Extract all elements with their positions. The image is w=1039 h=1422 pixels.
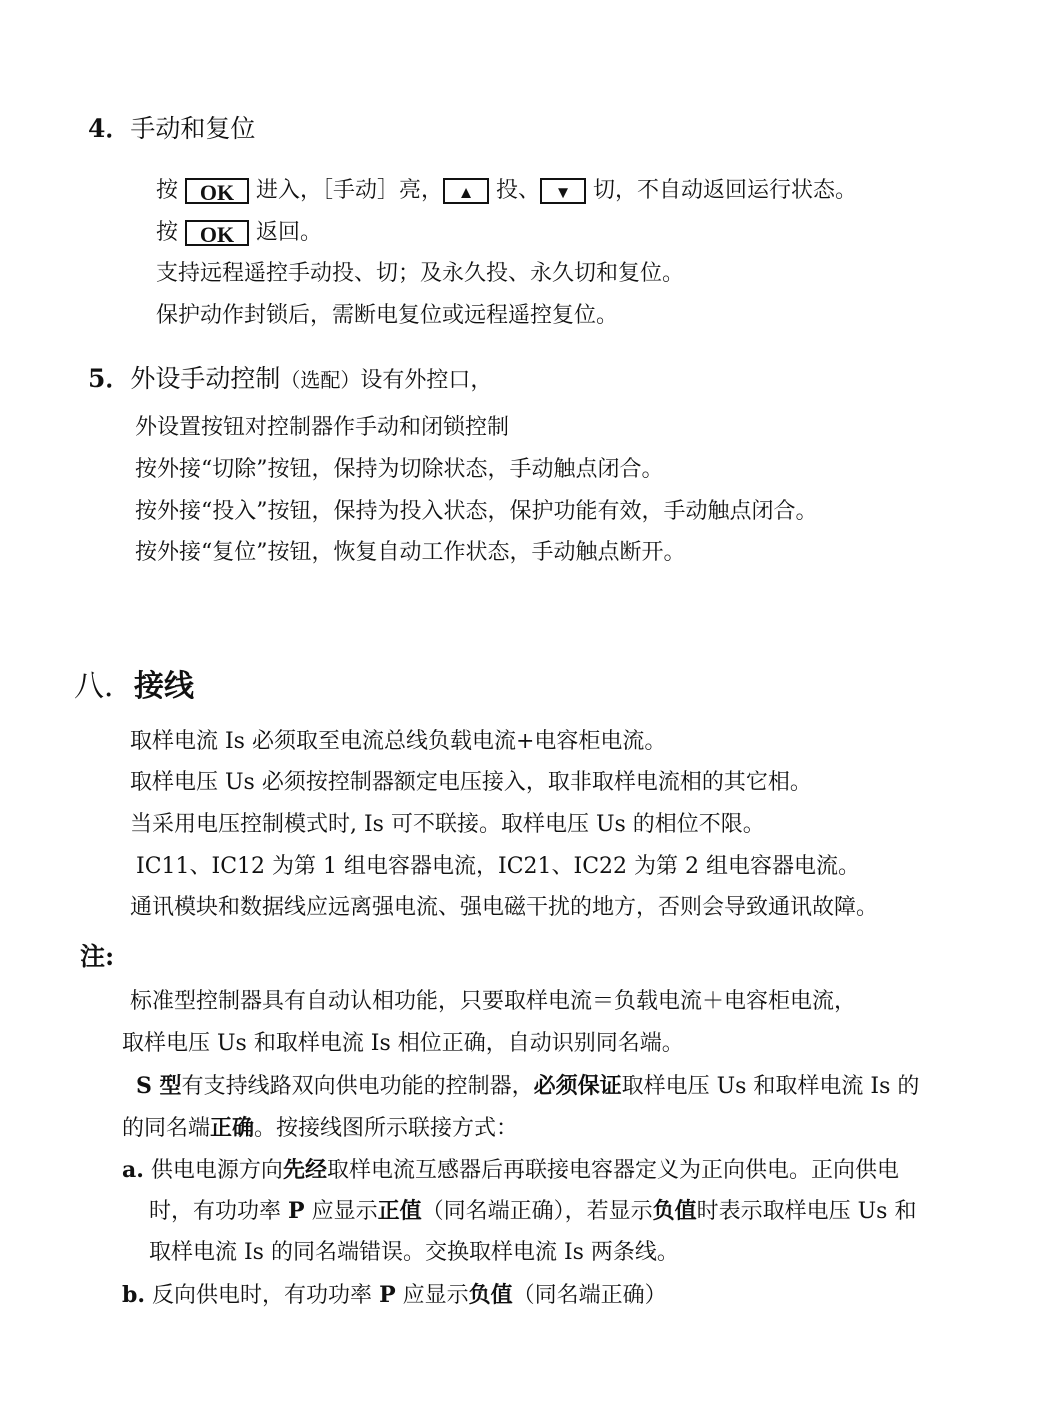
note-b-p: P xyxy=(379,1282,396,1308)
s8-line-2: 取样电压 Us 必须按控制器额定电压接入，取非取样电流相的其它相。 xyxy=(130,770,812,795)
s4-l1-text-d: 切，不自动返回运行状态。 xyxy=(593,178,858,203)
note-heading: 注: xyxy=(80,942,115,971)
section-4-heading xyxy=(88,114,255,144)
section-8-title: 接线 xyxy=(134,669,194,704)
note-a-line-1 xyxy=(122,1155,899,1186)
note-l4-text-a: 的同名端 xyxy=(122,1116,211,1141)
s4-line-1 xyxy=(156,176,857,206)
section-8-number: 八． xyxy=(74,669,134,704)
note-b-text-d: （同名端正确） xyxy=(512,1283,667,1308)
s4-line-3: 支持远程遥控手动投、切；及永久投、永久切和复位。 xyxy=(156,261,685,286)
note-line-4 xyxy=(122,1113,518,1144)
s4-l1-text-c: 投、 xyxy=(496,178,541,203)
note-b-text-a: 反向供电时，有功功率 xyxy=(152,1283,373,1308)
note-a-line-3: 取样电流 Is 的同名端错误。交换取样电流 Is 两条线。 xyxy=(149,1240,679,1265)
section-5-tail: 设有外控口， xyxy=(360,368,493,393)
s4-l2-text-b: 返回。 xyxy=(256,220,323,245)
note-a-positive: 正值 xyxy=(377,1198,422,1224)
note-a-l2-text-b: 应显示 xyxy=(311,1199,378,1224)
s8-line-5: 通讯模块和数据线应远离强电流、强电磁干扰的地方，否则会导致通讯故障。 xyxy=(130,895,879,920)
s4-l1-text-a: 按 xyxy=(156,178,179,203)
note-b-text-b: 应显示 xyxy=(402,1283,469,1308)
note-a-l1-text-a: 供电电源方向 xyxy=(150,1158,283,1183)
down-arrow-key-icon: ▼ xyxy=(540,178,586,204)
item-b-label: b. xyxy=(122,1282,146,1308)
note-l3-tail: 取样电压 Us 和取样电流 Is 的 xyxy=(621,1074,920,1099)
note-correct: 正确 xyxy=(210,1115,255,1141)
note-a-l2-text-d: （同名端正确），若显示 xyxy=(421,1199,653,1224)
s4-l2-text-a: 按 xyxy=(156,220,179,245)
up-arrow-key-icon: ▲ xyxy=(443,178,489,204)
ok-key: OK xyxy=(185,220,249,246)
note-line-1: 标准型控制器具有自动认相功能，只要取样电流＝负载电流＋电容柜电流， xyxy=(130,989,857,1014)
note-a-line-2 xyxy=(149,1196,916,1227)
s5-line-3: 按外接“投入”按钮，保持为投入状态，保护功能有效，手动触点闭合。 xyxy=(135,499,818,524)
note-l4-text-c: 。按接线图所示联接方式： xyxy=(254,1116,519,1141)
note-a-l2-text-f: 时表示取样电压 Us 和 xyxy=(696,1199,917,1224)
s4-line-4: 保护动作封锁后，需断电复位或远程遥控复位。 xyxy=(156,303,619,328)
note-l3-text: 有支持线路双向供电功能的控制器， xyxy=(181,1074,534,1099)
section-4-number: 4． xyxy=(88,114,131,143)
s8-line-3: 当采用电压控制模式时, Is 可不联接。取样电压 Us 的相位不限。 xyxy=(130,812,765,837)
note-b-line-1 xyxy=(122,1280,667,1311)
note-a-first-through: 先经 xyxy=(282,1157,327,1183)
note-line-2: 取样电压 Us 和取样电流 Is 相位正确，自动识别同名端。 xyxy=(122,1031,684,1056)
note-a-p: P xyxy=(288,1198,305,1224)
s4-l1-text-b: 进入，［手动］亮， xyxy=(256,178,444,203)
section-8-heading xyxy=(74,669,194,704)
section-5-heading xyxy=(88,364,492,396)
s5-line-2: 按外接“切除”按钮，保持为切除状态，手动触点闭合。 xyxy=(135,457,664,482)
note-a-l1-text-c: 取样电流互感器后再联接电容器定义为正向供电。正向供电 xyxy=(326,1158,899,1183)
s4-line-2 xyxy=(156,218,322,248)
s8-line-1: 取样电流 Is 必须取至电流总线负载电流+电容柜电流。 xyxy=(130,729,667,754)
note-a-negative: 负值 xyxy=(652,1198,697,1224)
note-must-ensure: 必须保证 xyxy=(533,1073,622,1099)
section-5-optional: （选配） xyxy=(280,368,361,392)
note-s-type: S 型 xyxy=(136,1073,182,1099)
note-b-negative: 负值 xyxy=(468,1282,513,1308)
s5-line-4: 按外接“复位”按钮，恢复自动工作状态，手动触点断开。 xyxy=(135,540,686,565)
section-5-number: 5． xyxy=(88,364,131,393)
s5-line-1: 外设置按钮对控制器作手动和闭锁控制 xyxy=(135,415,510,440)
item-a-label: a. xyxy=(122,1157,144,1183)
note-line-3 xyxy=(136,1071,919,1102)
section-5-title: 外设手动控制 xyxy=(130,364,281,393)
ok-key: OK xyxy=(185,178,249,204)
s8-line-4: IC11、IC12 为第 1 组电容器电流，IC21、IC22 为第 2 组电容器电流。 xyxy=(136,854,861,879)
section-4-title: 手动和复位 xyxy=(130,114,256,143)
note-a-l2-text-a: 时，有功功率 xyxy=(149,1199,282,1224)
